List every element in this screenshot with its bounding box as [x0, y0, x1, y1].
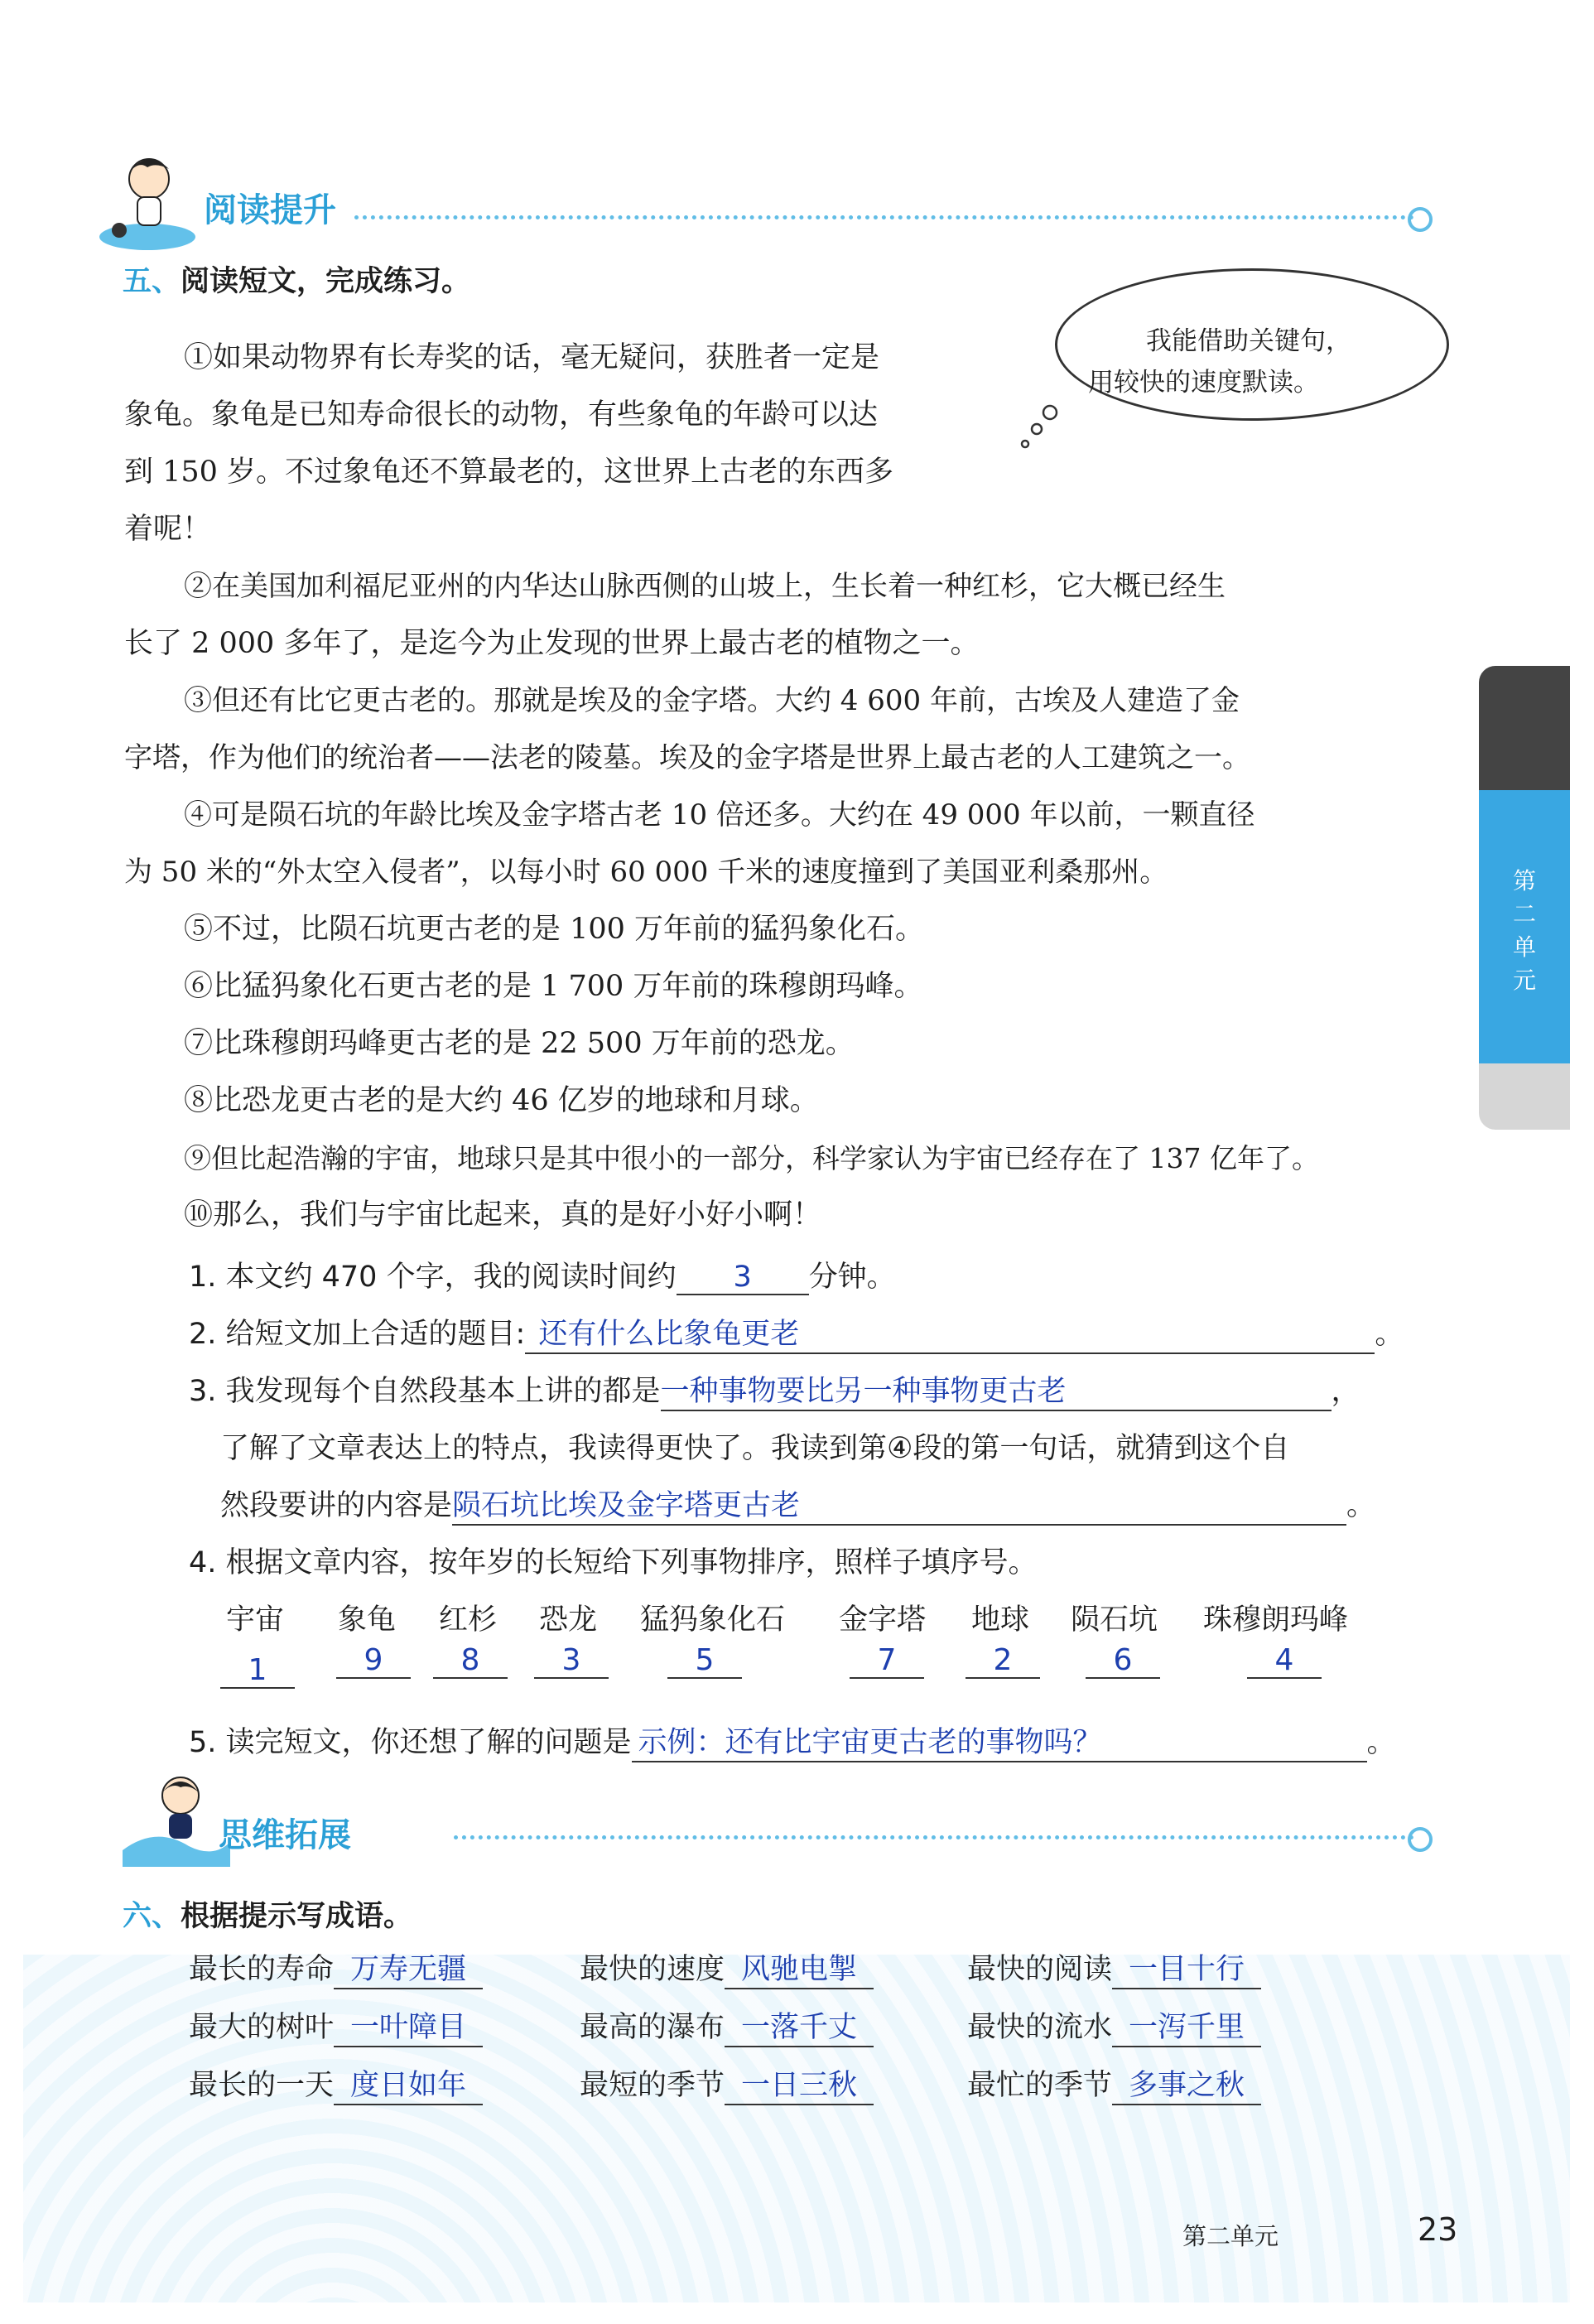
- order-item: 恐龙: [539, 1603, 598, 1637]
- question-3-comma: ，: [1331, 1375, 1360, 1408]
- question-3: [189, 1368, 1360, 1411]
- idiom-answer[interactable]: 一泻千里: [1112, 2004, 1261, 2047]
- answer-3a[interactable]: 一种事物要比另一种事物更古老: [661, 1368, 1332, 1411]
- idiom-prompt: 最大的树叶: [189, 2011, 335, 2044]
- idiom-answer[interactable]: 万寿无疆: [334, 1946, 483, 1989]
- question-3-line-2: 了解了文章表达上的特点，我读得更快了。我读到第④段的第一句话，就猜到这个自: [220, 1432, 1290, 1465]
- workbook-page: [23, 20, 1570, 2302]
- idiom-answer[interactable]: 一落千丈: [725, 2004, 874, 2047]
- order-item: 宇宙: [226, 1603, 285, 1637]
- question-5: [189, 1719, 1396, 1762]
- answer-3b[interactable]: 陨石坑比埃及金字塔更古老: [452, 1483, 1346, 1526]
- passage-line: 到 150 岁。不过象龟还不算最老的，这世界上古老的东西多: [124, 456, 894, 489]
- idiom-prompt: 最快的阅读: [967, 1953, 1113, 1986]
- footer-unit-label: 第二单元: [1182, 2222, 1279, 2250]
- passage-line: ⑩那么，我们与宇宙比起来，真的是好小好小啊！: [184, 1198, 822, 1232]
- idiom-prompt: 最快的速度: [580, 1953, 725, 1986]
- passage-line: ⑤不过，比陨石坑更古老的是 100 万年前的猛犸象化石。: [184, 913, 925, 946]
- question-3-line-3-suffix: 。: [1346, 1489, 1376, 1522]
- idiom-answer[interactable]: 度日如年: [334, 2062, 483, 2105]
- question-1: [189, 1254, 896, 1295]
- order-answer[interactable]: 9: [336, 1643, 411, 1679]
- idiom-prompt: 最短的季节: [580, 2069, 725, 2102]
- idiom-item: [189, 2062, 483, 2105]
- section-title-reading: 阅读提升: [204, 191, 336, 229]
- order-item: 地球: [971, 1603, 1030, 1637]
- question-3-line-3-text: 然段要讲的内容是: [220, 1489, 453, 1522]
- question-number: 六、: [123, 1900, 181, 1933]
- idiom-item: [580, 1946, 874, 1989]
- idiom-item: [189, 1946, 483, 1989]
- idiom-item: [967, 2004, 1261, 2047]
- bubble-tail-icon: [1014, 404, 1063, 454]
- tab-label: 第二单元: [1512, 867, 1536, 994]
- idiom-answer[interactable]: 一日三秋: [725, 2062, 874, 2105]
- page-number: 23: [1418, 2211, 1458, 2248]
- question-4-text: 4. 根据文章内容，按年岁的长短给下列事物排序，照样子填序号。: [189, 1546, 1038, 1579]
- order-item: 陨石坑: [1071, 1603, 1158, 1637]
- idiom-answer[interactable]: 风驰电掣: [725, 1946, 874, 1989]
- passage-line: 字塔，作为他们的统治者——法老的陵墓。埃及的金字塔是世界上最古老的人工建筑之一。: [124, 741, 1250, 774]
- idiom-item: [189, 2004, 483, 2047]
- order-item: 象龟: [338, 1603, 397, 1637]
- passage-line: ③但还有比它更古老的。那就是埃及的金字塔。大约 4 600 年前，古埃及人建造了金: [184, 684, 1240, 717]
- order-answer[interactable]: 4: [1247, 1643, 1322, 1679]
- order-answer[interactable]: 7: [850, 1643, 924, 1679]
- question-2: [189, 1311, 1404, 1354]
- order-answer[interactable]: 1: [220, 1653, 295, 1689]
- tab-dark-band: [1479, 666, 1570, 790]
- order-item: 红杉: [439, 1603, 498, 1637]
- idiom-prompt: 最忙的季节: [967, 2069, 1113, 2102]
- order-item: 珠穆朗玛峰: [1203, 1603, 1349, 1637]
- bubble-line-2: 用较快的速度默读。: [1088, 368, 1319, 398]
- idiom-answer[interactable]: 一目十行: [1112, 1946, 1261, 1989]
- boy-mascot-icon: [98, 144, 197, 252]
- question-5-text: 5. 读完短文，你还想了解的问题是: [189, 1726, 632, 1759]
- passage-line: ⑨但比起浩瀚的宇宙，地球只是其中很小的一部分，科学家认为宇宙已经存在了 137 亿年了。: [184, 1142, 1319, 1174]
- idiom-item: [967, 2062, 1261, 2105]
- girl-mascot-icon: [123, 1767, 230, 1867]
- idiom-answer[interactable]: 多事之秋: [1112, 2062, 1261, 2105]
- question-1-suffix: 分钟。: [808, 1261, 896, 1294]
- passage-line: 为 50 米的“外太空入侵者”，以每小时 60 000 千米的速度撞到了美国亚利桑那州。: [124, 856, 1168, 889]
- bubble-text: [1088, 321, 1351, 403]
- question-2-suffix: 。: [1375, 1318, 1404, 1351]
- passage-line: 着呢！: [124, 513, 212, 546]
- idiom-prompt: 最快的流水: [967, 2011, 1113, 2044]
- order-item: 猛犸象化石: [640, 1603, 786, 1637]
- question-5-suffix: 。: [1366, 1726, 1396, 1759]
- passage-line: ⑦比珠穆朗玛峰更古老的是 22 500 万年前的恐龙。: [184, 1027, 855, 1060]
- passage-line: ②在美国加利福尼亚州的内华达山脉西侧的山坡上，生长着一种红杉，它大概已经生: [184, 570, 1226, 603]
- question-title: 根据提示写成语。: [181, 1900, 413, 1933]
- section-divider: [354, 215, 1414, 219]
- order-answer[interactable]: 8: [433, 1643, 508, 1679]
- question-3-line-3: [220, 1483, 1375, 1526]
- order-answer[interactable]: 5: [667, 1643, 742, 1679]
- answer-2[interactable]: 还有什么比象龟更老: [525, 1311, 1375, 1354]
- order-answer[interactable]: 6: [1086, 1643, 1160, 1679]
- answer-5[interactable]: 示例：还有比宇宙更古老的事物吗？: [632, 1719, 1367, 1762]
- question-heading-6: [123, 1893, 412, 1935]
- question-title: 阅读短文，完成练习。: [181, 265, 471, 298]
- order-answer[interactable]: 3: [534, 1643, 609, 1679]
- divider-end-icon: [1408, 207, 1433, 232]
- unit-side-tab: [1479, 666, 1570, 1130]
- order-item: 金字塔: [839, 1603, 927, 1637]
- question-2-text: 2. 给短文加上合适的题目:: [189, 1318, 526, 1351]
- idiom-prompt: 最长的一天: [189, 2069, 335, 2102]
- divider-end-icon: [1408, 1827, 1433, 1852]
- question-1-text: 1. 本文约 470 个字，我的阅读时间约: [189, 1261, 677, 1294]
- idiom-item: [580, 2004, 874, 2047]
- question-heading-5: [123, 258, 470, 300]
- section-divider: [454, 1835, 1414, 1839]
- bubble-line-1: 我能借助关键句，: [1146, 326, 1351, 356]
- order-answer[interactable]: 2: [966, 1643, 1040, 1679]
- passage-line: ④可是陨石坑的年龄比埃及金字塔古老 10 倍还多。大约在 49 000 年以前，一颗直径: [184, 798, 1255, 832]
- passage-line: 象龟。象龟是已知寿命很长的动物，有些象龟的年龄可以达: [124, 398, 879, 432]
- idiom-answer[interactable]: 一叶障目: [334, 2004, 483, 2047]
- passage-line: ①如果动物界有长寿奖的话，毫无疑问，获胜者一定是: [184, 341, 880, 374]
- passage-line: ⑧比恐龙更古老的是大约 46 亿岁的地球和月球。: [184, 1084, 819, 1117]
- idiom-prompt: 最长的寿命: [189, 1953, 335, 1986]
- idiom-item: [580, 2062, 874, 2105]
- question-number: 五、: [123, 265, 181, 298]
- answer-1[interactable]: 3: [677, 1261, 809, 1295]
- section-title-thinking: 思维拓展: [219, 1816, 351, 1854]
- question-3-text: 3. 我发现每个自然段基本上讲的都是: [189, 1375, 661, 1408]
- passage-line: ⑥比猛犸象化石更古老的是 1 700 万年前的珠穆朗玛峰。: [184, 970, 923, 1003]
- idiom-item: [967, 1946, 1261, 1989]
- passage-line: 长了 2 000 多年了，是迄今为止发现的世界上最古老的植物之一。: [124, 627, 980, 660]
- idiom-prompt: 最高的瀑布: [580, 2011, 725, 2044]
